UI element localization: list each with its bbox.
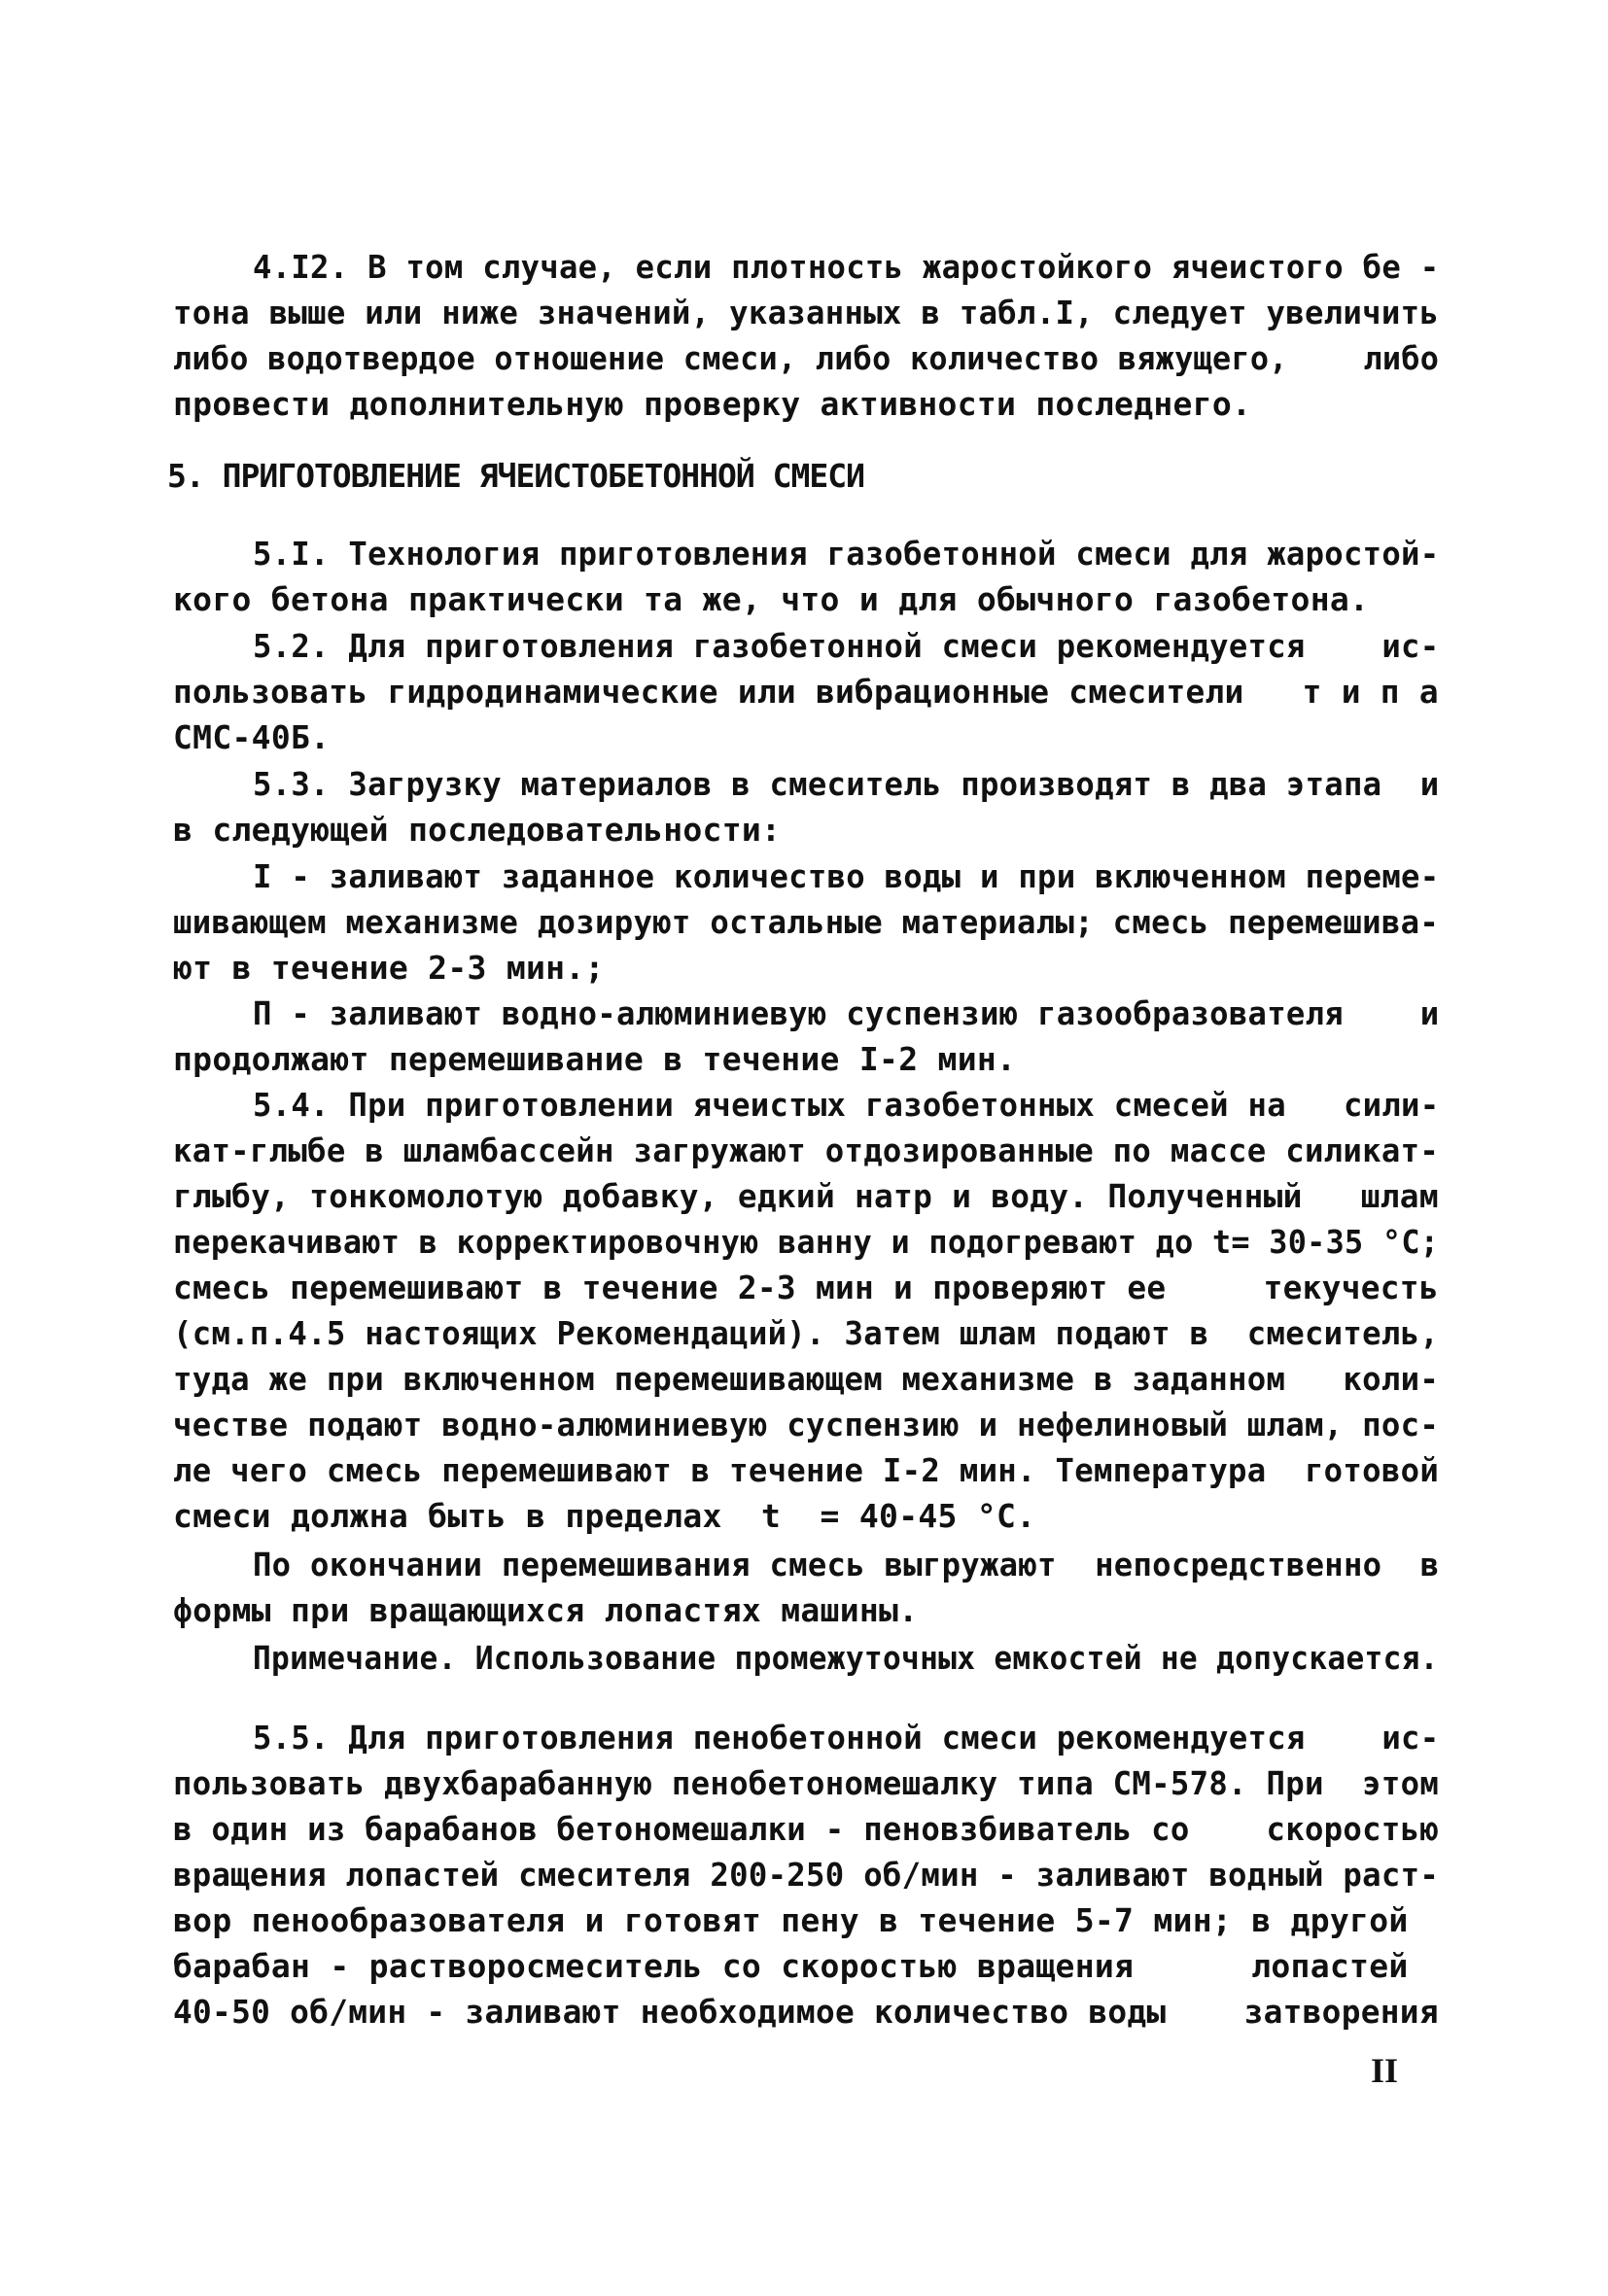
paragraph-4-12-line-3: либо водотвердое отношение смеси, либо количество вяжущего, либо: [173, 339, 1440, 377]
paragraph-5-4-line-3: глыбу, тонкомолотую добавку, едкий натр и воду. Полученный шлам: [173, 1177, 1439, 1215]
paragraph-5-5-line-3: в один из барабанов бетономешалки - пеновзбиватель со скоростью: [173, 1810, 1440, 1848]
paragraph-5-2-line-2: пользовать гидродинамические или вибрационные смесители т и п а: [173, 673, 1439, 711]
step-2-line-1: П - заливают водно-алюминиевую суспензию газообразователя и: [253, 994, 1440, 1032]
paragraph-5-4-line-8: честве подают водно-алюминиевую суспензию и нефелиновый шлам, пос-: [173, 1406, 1440, 1444]
paragraph-5-2-line-1: 5.2. Для приготовления газобетонной смеси рекомендуется ис-: [253, 627, 1440, 665]
section-5-title: 5. ПРИГОТОВЛЕНИЕ ЯЧЕИСТОБЕТОННОЙ СМЕСИ: [167, 457, 864, 495]
paragraph-5-4-line-10: смеси должна быть в пределах t = 40-45 °С.: [173, 1497, 1036, 1535]
paragraph-4-12-line-4: провести дополнительную проверку активности последнего.: [173, 385, 1252, 423]
paragraph-4-12-line-2: тона выше или ниже значений, указанных в табл.I, следует увеличить: [173, 294, 1440, 331]
paragraph-5-3-line-2: в следующей последовательности:: [173, 811, 782, 849]
paragraph-5-4-line-7: туда же при включенном перемешивающем механизме в заданном коли-: [173, 1360, 1440, 1398]
paragraph-5-4-line-5: смесь перемешивают в течение 2-3 мин и проверяют ее текучесть: [173, 1269, 1439, 1306]
paragraph-5-5-line-2: пользовать двухбарабанную пенобетономешалку типа СМ-578. При этом: [173, 1764, 1440, 1802]
paragraph-5-4-line-9: ле чего смесь перемешивают в течение I-2 мин. Температура готовой: [173, 1451, 1440, 1489]
step-1-line-3: ют в течение 2-3 мин.;: [173, 949, 605, 987]
paragraph-5-4-line-1: 5.4. При приготовлении ячеистых газобетонных смесей на сили-: [253, 1086, 1440, 1124]
step-2-line-2: продолжают перемешивание в течение I-2 мин.: [173, 1040, 1017, 1078]
paragraph-5-5-line-4: вращения лопастей смесителя 200-250 об/мин - заливают водный раст-: [173, 1856, 1440, 1894]
paragraph-mixing-end-line-2: формы при вращающихся лопастях машины.: [173, 1591, 919, 1629]
paragraph-5-5-line-7: 40-50 об/мин - заливают необходимое количество воды затворения: [173, 1993, 1439, 2031]
paragraph-5-1-line-2: кого бетона практически та же, что и для обычного газобетона.: [173, 580, 1370, 618]
paragraph-mixing-end-line-1: По окончании перемешивания смесь выгружают непосредственно в: [253, 1546, 1440, 1583]
step-1-line-2: шивающем механизме дозируют остальные материалы; смесь перемешива-: [173, 903, 1440, 941]
paragraph-5-2-line-3: СМС-40Б.: [173, 718, 331, 756]
step-1-line-1: I - заливают заданное количество воды и при включенном переме-: [253, 857, 1440, 895]
paragraph-5-5-line-5: вор пенообразователя и готовят пену в течение 5-7 мин; в другой: [173, 1901, 1409, 1939]
paragraph-5-1-line-1: 5.I. Технология приготовления газобетонной смеси для жаростой-: [253, 535, 1440, 573]
paragraph-5-5-line-1: 5.5. Для приготовления пенобетонной смеси рекомендуется ис-: [253, 1719, 1440, 1757]
note: Примечание. Использование промежуточных емкостей не допускается.: [253, 1639, 1439, 1677]
paragraph-5-4-line-2: кат-глыбе в шламбассейн загружают отдозированные по массе силикат-: [173, 1131, 1440, 1169]
paragraph-4-12-line-1: 4.I2. В том случае, если плотность жаростойкого ячеистого бе -: [253, 248, 1440, 286]
paragraph-5-3-line-1: 5.3. Загрузку материалов в смеситель производят в два этапа и: [253, 765, 1440, 803]
paragraph-5-4-line-4: перекачивают в корректировочную ванну и подогревают до t= 30-35 °С;: [173, 1223, 1440, 1261]
paragraph-5-5-line-6: барабан - растворосмеситель со скоростью вращения лопастей: [173, 1947, 1409, 1985]
page-number: II: [1371, 2051, 1399, 2090]
paragraph-5-4-line-6: (см.п.4.5 настоящих Рекомендаций). Затем шлам подают в смеситель,: [173, 1314, 1440, 1352]
